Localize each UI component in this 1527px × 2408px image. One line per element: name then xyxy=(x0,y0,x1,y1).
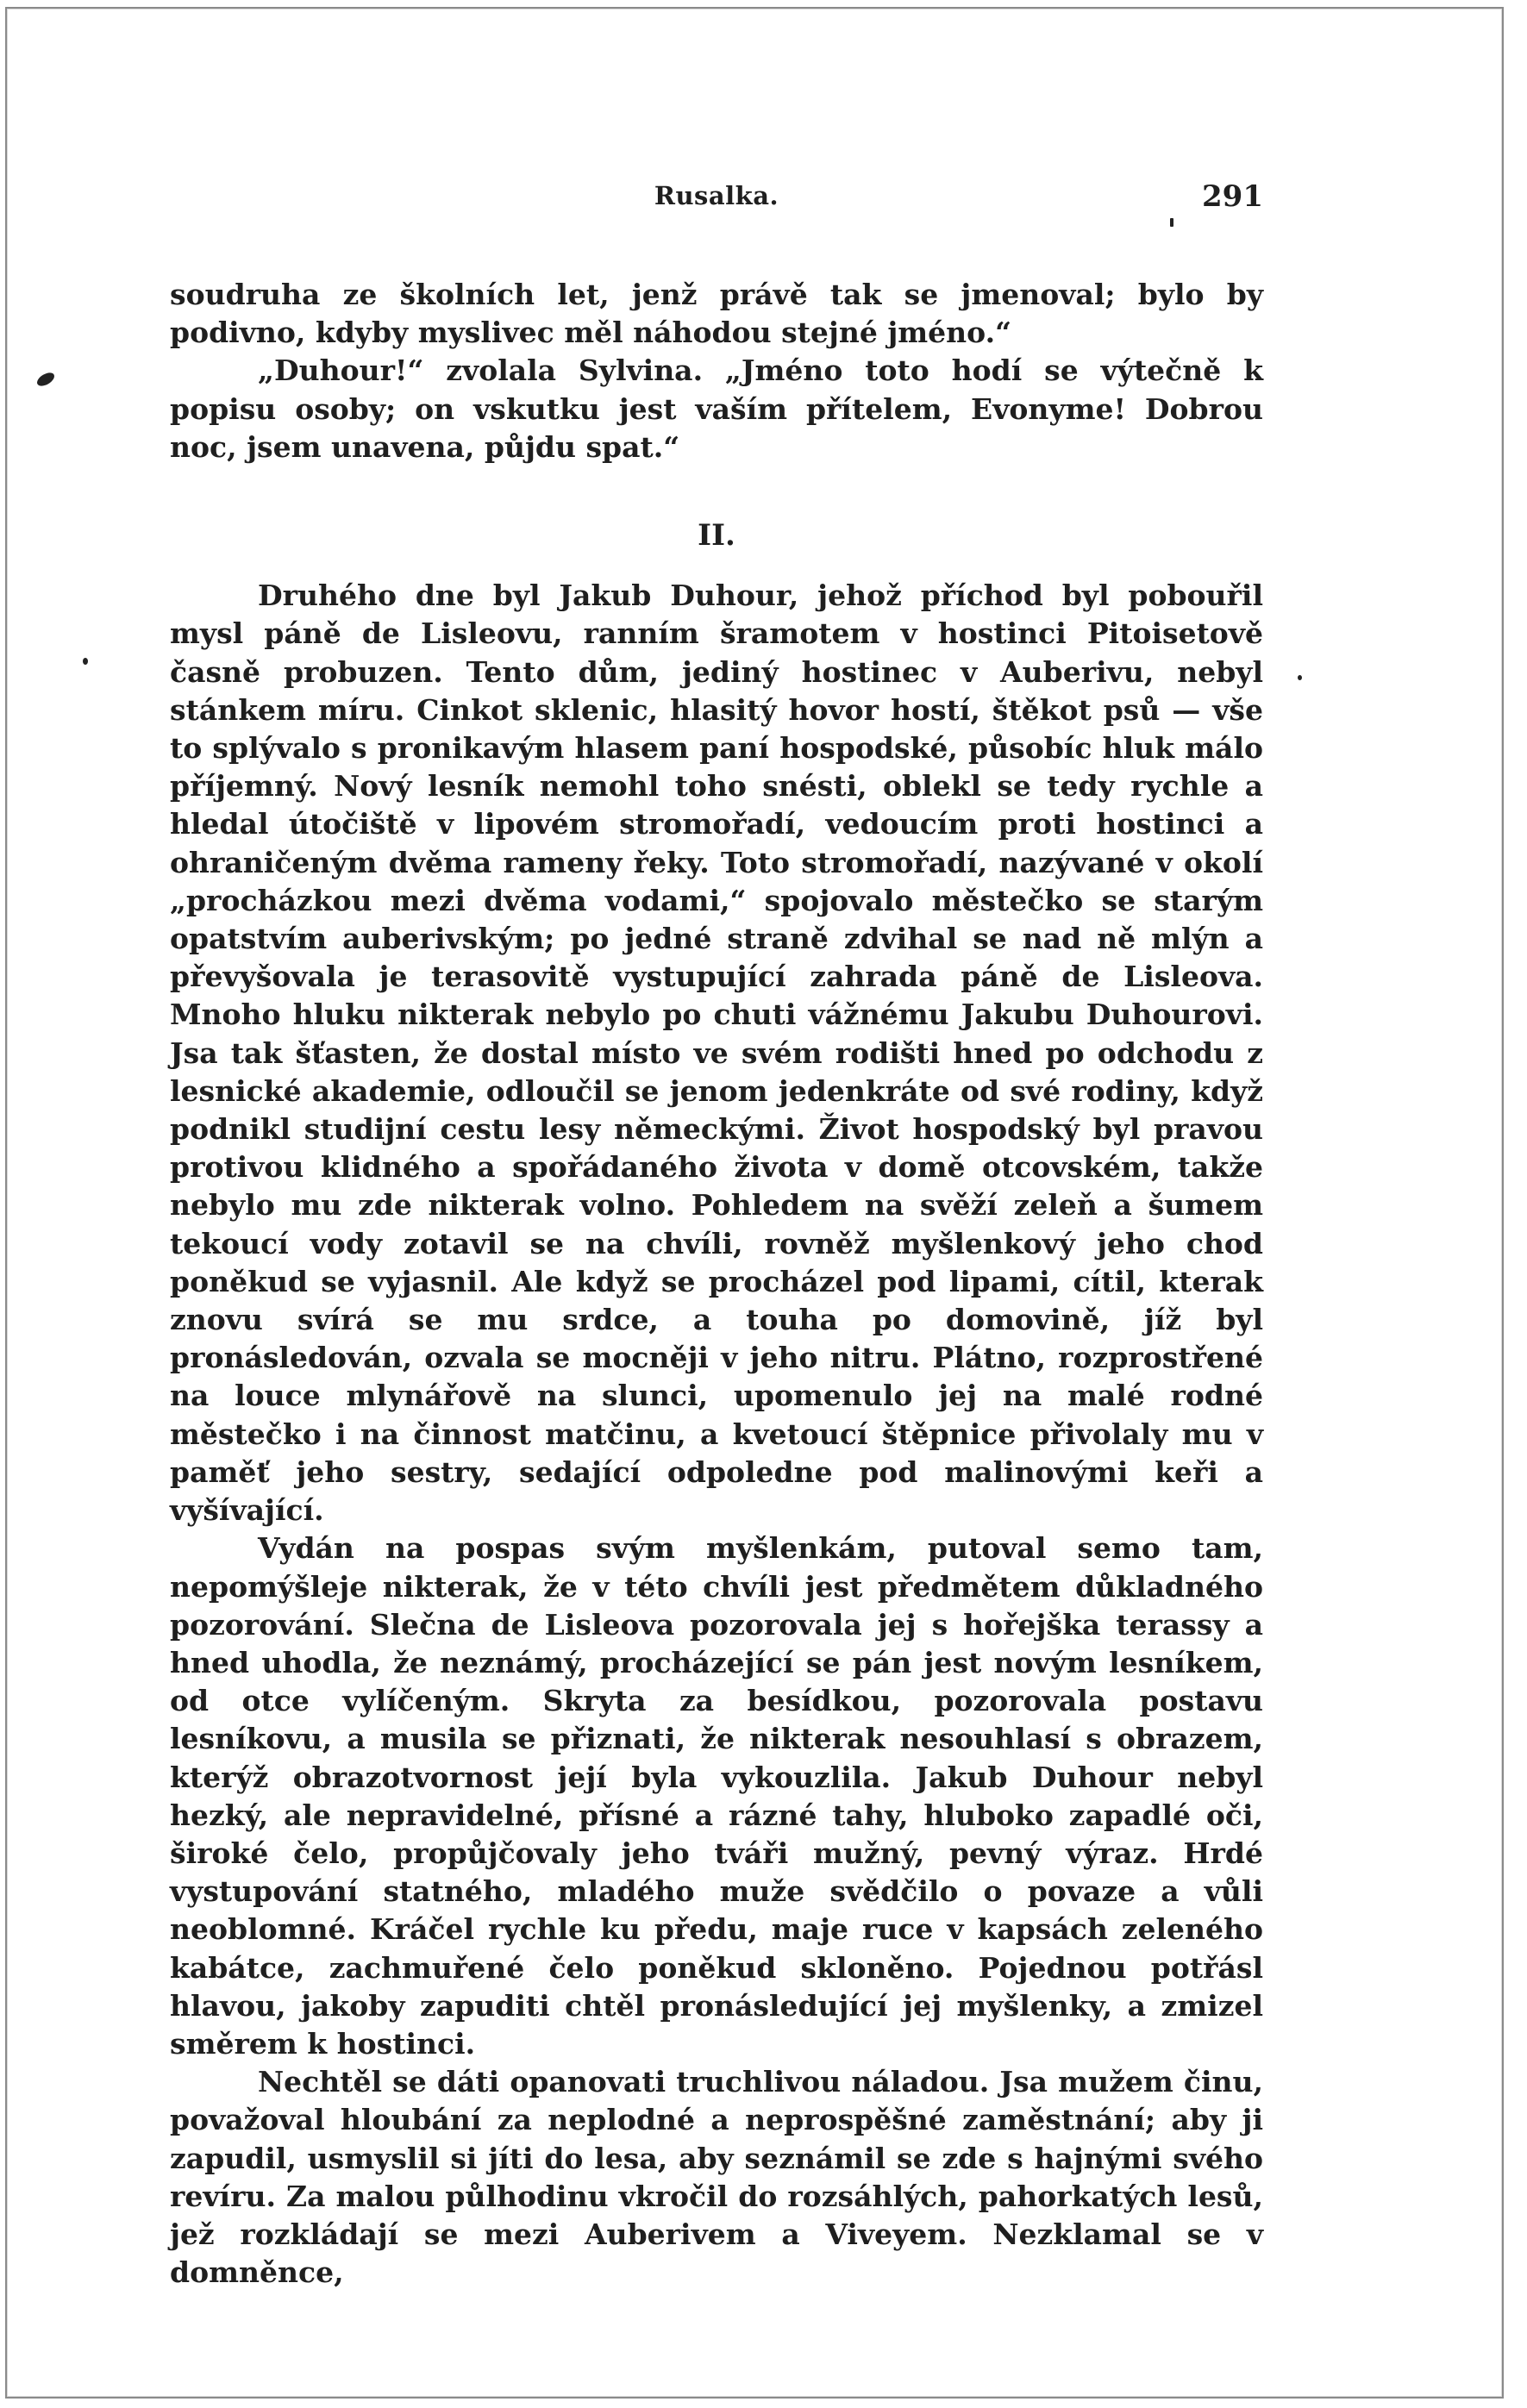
page-number: 291 xyxy=(1202,179,1263,214)
body-text xyxy=(170,276,1263,2292)
ink-speck xyxy=(83,658,88,665)
ink-speck xyxy=(1298,675,1302,680)
paragraph: soudruha ze školních let, jenž právě tak se jmenoval; bylo by podivno, kdyby myslivec měl náhodou stejné jméno.“ xyxy=(170,278,1263,350)
paragraph: Vydán na pospas svým myšlenkám, putoval semo tam, nepomýšleje nikterak, že v této chvíli jest předmětem důkladného pozorování. Slečna de Lisleova pozorovala jej s hořejška terassy a hned uhodla, že neznámý, procházející se pán jest novým lesníkem, od otce vylíčeným. Skryta za besídkou, pozorovala postavu lesníkovu, a musila se přiznati, že nikterak nesouhlasí s obrazem, kterýž obrazotvornost její byla vykouzlila. Jakub Duhour nebyl hezký, ale nepravidelné, přísné a rázné tahy, hluboko zapadlé oči, široké čelo, propůjčovaly jeho tváři mužný, pevný výraz. Hrdé vystupování statného, mladého muže svědčilo o povaze a vůli neoblomné. Kráčel rychle ku předu, maje ruce v kapsách zeleného kabátce, zachmuřené čelo poněkud skloněno. Pojednou potřásl hlavou, jakoby zapuditi chtěl pronásledující jej myšlenky, a zmizel směrem k hostinci. xyxy=(170,1531,1263,2061)
book-page xyxy=(170,181,1263,2292)
paragraph: Nechtěl se dáti opanovati truchlivou náladou. Jsa mužem činu, považoval hloubání za neplodné a neprospěšné zaměstnání; aby ji zapudil, usmyslil si jíti do lesa, aby seznámil se zde s hajnými svého revíru. Za malou půlhodinu vkročil do rozsáhlých, pahorkatých lesů, jež rozkládají se mezi Auberivem a Viveyem. Nezklamal se v domněnce, xyxy=(170,2065,1263,2290)
paragraph: „Duhour!“ zvolala Sylvina. „Jméno toto hodí se výtečně k popisu osoby; on vskutku jest vaším přítelem, Evonyme! Dobrou noc, jsem unavena, půjdu spat.“ xyxy=(170,353,1263,464)
paragraph: Druhého dne byl Jakub Duhour, jehož příchod byl pobouřil mysl páně de Lisleovu, ranním šramotem v hostinci Pitoisetově časně probuzen. Tento dům, jediný hostinec v Auberivu, nebyl stánkem míru. Cinkot sklenic, hlasitý hovor hostí, štěkot psů — vše to splývalo s pronikavým hlasem paní hospodské, působíc hluk málo příjemný. Nový lesník nemohl toho snésti, oblekl se tedy rychle a hledal útočiště v lipovém stromořadí, vedoucím proti hostinci a ohraničeným dvěma rameny řeky. Toto stromořadí, nazývané v okolí „procházkou mezi dvěma vodami,“ spojovalo městečko se starým opatstvím auberivským; po jedné straně zdvihal se nad ně mlýn a převyšovala je terasovitě vystupující zahrada páně de Lisleova. Mnoho hluku nikterak nebylo po chuti vážnému Jakubu Duhourovi. Jsa tak šťasten, že dostal místo ve svém rodišti hned po odchodu z lesnické akademie, odloučil se jenom jedenkráte od své rodiny, když podnikl studijní cestu lesy německými. Život hospodský byl pravou protivou klidného a spořádaného života v domě otcovském, takže nebylo mu zde nikterak volno. Pohledem na svěží zeleň a šumem tekoucí vody zotavil se na chvíli, rovněž myšlenkový jeho chod poněkud se vyjasnil. Ale když se procházel pod lipami, cítil, kterak znovu svírá se mu srdce, a touha po domovině, jíž byl pronásledován, ozvala se mocněji v jeho nitru. Plátno, rozprostřené na louce mlynářově na slunci, upomenulo jej na malé rodné městečko i na činnost matčinu, a kvetoucí štěpnice přivolaly mu v paměť jeho sestry, sedající odpoledne pod malinovými keři a vyšívající. xyxy=(170,579,1263,1528)
running-head xyxy=(170,181,1263,224)
section-heading: II. xyxy=(698,518,735,554)
running-title: Rusalka. xyxy=(654,181,779,210)
